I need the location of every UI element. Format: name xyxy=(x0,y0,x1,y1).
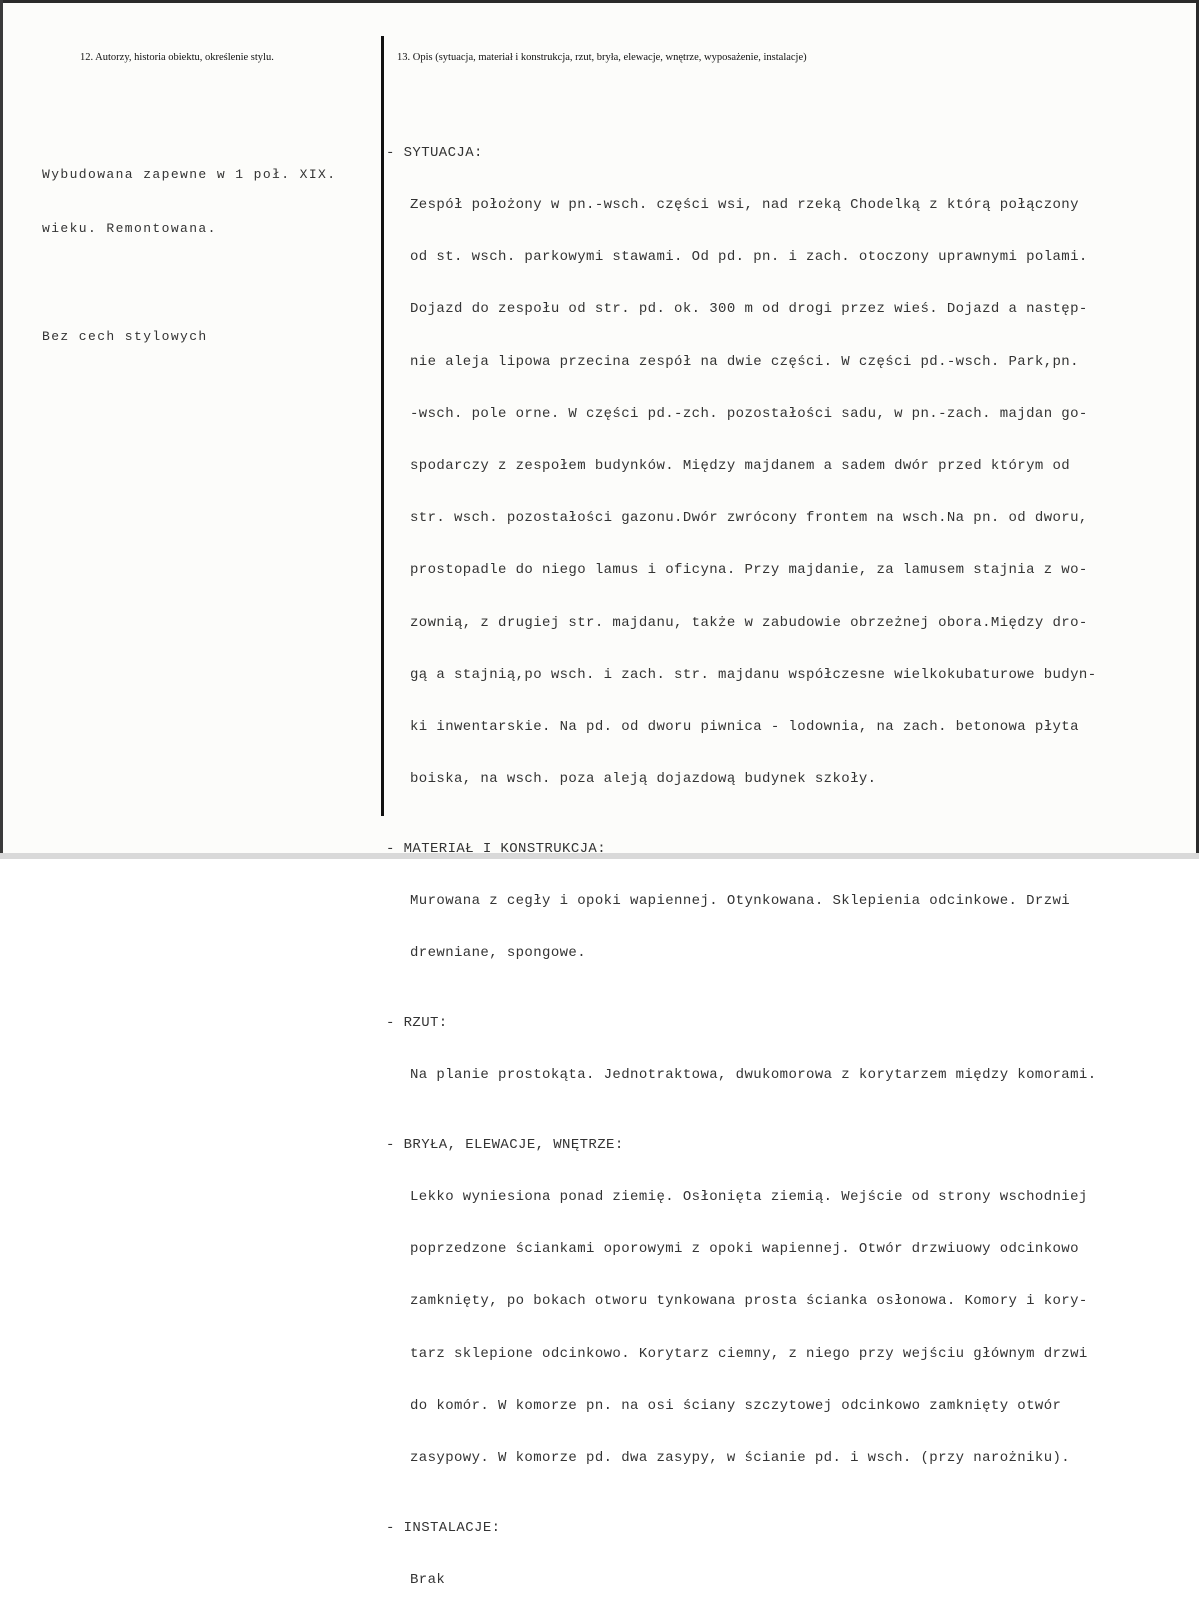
section-line: tarz sklepione odcinkowo. Korytarz ciemny, z niego przy wejściu głównym drzwi xyxy=(410,1345,1088,1362)
section-heading-instalacje: - INSTALACJE: xyxy=(386,1519,501,1536)
section-line: nie aleja lipowa przecina zespół na dwie części. W części pd.-wsch. Park,pn. xyxy=(410,353,1079,370)
section-line: Na planie prostokąta. Jednotraktowa, dwukomorowa z korytarzem między komorami. xyxy=(410,1067,1097,1084)
section-line: zasypowy. W komorze pd. dwa zasypy, w ścianie pd. i wsch. (przy narożniku). xyxy=(410,1449,1071,1466)
section-line: spodarczy z zespołem budynków. Między majdanem a sadem dwór przed którym od xyxy=(410,458,1071,475)
section-line: poprzedzone ściankami oporowymi z opoki wapiennej. Otwór drzwiuowy odcinkowo xyxy=(410,1241,1079,1258)
left-column-header: 12. Autorzy, historia obiektu, określenie stylu. xyxy=(80,52,274,63)
left-line: Wybudowana zapewne w 1 poł. XIX. xyxy=(42,167,337,182)
section-heading-rzut: - RZUT: xyxy=(386,1014,448,1031)
section-line: zownią, z drugiej str. majdanu, także w zabudowie obrzeżnej obora.Między dro- xyxy=(410,614,1088,631)
section-line: gą a stajnią,po wsch. i zach. str. majdanu współczesne wielkokubaturowe budyn- xyxy=(410,666,1097,683)
section-line: Murowana z cegły i opoki wapiennej. Otynkowana. Sklepienia odcinkowe. Drzwi xyxy=(410,893,1071,910)
section-line: Brak xyxy=(410,1571,446,1588)
right-column-header: 13. Opis (sytuacja, materiał i konstrukcja, rzut, bryła, elewacje, wnętrze, wyposażenie, instalacje) xyxy=(397,52,807,63)
left-column-body xyxy=(42,130,336,382)
column-divider xyxy=(381,36,384,816)
scan-edge-top xyxy=(0,0,1199,3)
section-line: Zespół położony w pn.-wsch. części wsi, nad rzeką Chodelką z którą połączony xyxy=(410,197,1079,214)
section-heading-material: - MATERIAŁ I KONSTRUKCJA: xyxy=(386,840,607,857)
section-line: prostopadle do niego lamus i oficyna. Przy majdanie, za lamusem stajnia z wo- xyxy=(410,562,1088,579)
section-line: zamknięty, po bokach otworu tynkowana prosta ścianka osłonowa. Komory i kory- xyxy=(410,1293,1088,1310)
scan-edge-left xyxy=(0,0,3,859)
left-line: wieku. Remontowana. xyxy=(42,221,217,236)
section-line: Dojazd do zespołu od str. pd. ok. 300 m od drogi przez wieś. Dojazd a następ- xyxy=(410,301,1088,318)
section-line: str. wsch. pozostałości gazonu.Dwór zwrócony frontem na wsch.Na pn. od dworu, xyxy=(410,510,1088,527)
section-heading-bryla: - BRYŁA, ELEWACJE, WNĘTRZE: xyxy=(386,1136,624,1153)
section-heading-sytuacja: - SYTUACJA: xyxy=(386,144,483,161)
style-note: Bez cech stylowych xyxy=(42,329,208,344)
section-line: drewniane, spongowe. xyxy=(410,945,587,962)
description-body xyxy=(386,110,1097,1624)
section-line: ki inwentarskie. Na pd. od dworu piwnica - lodownia, na zach. betonowa płyta xyxy=(410,719,1079,736)
section-line: -wsch. pole orne. W części pd.-zch. pozostałości sadu, w pn.-zach. majdan go- xyxy=(410,405,1088,422)
section-line: Lekko wyniesiona ponad ziemię. Osłonięta ziemią. Wejście od strony wschodniej xyxy=(410,1188,1088,1205)
section-line: od st. wsch. parkowymi stawami. Od pd. pn. i zach. otoczony uprawnymi polami. xyxy=(410,249,1088,266)
section-line: do komór. W komorze pn. na osi ściany szczytowej odcinkowo zamknięty otwór xyxy=(410,1397,1062,1414)
section-line: boiska, na wsch. poza aleją dojazdową budynek szkoły. xyxy=(410,771,877,788)
